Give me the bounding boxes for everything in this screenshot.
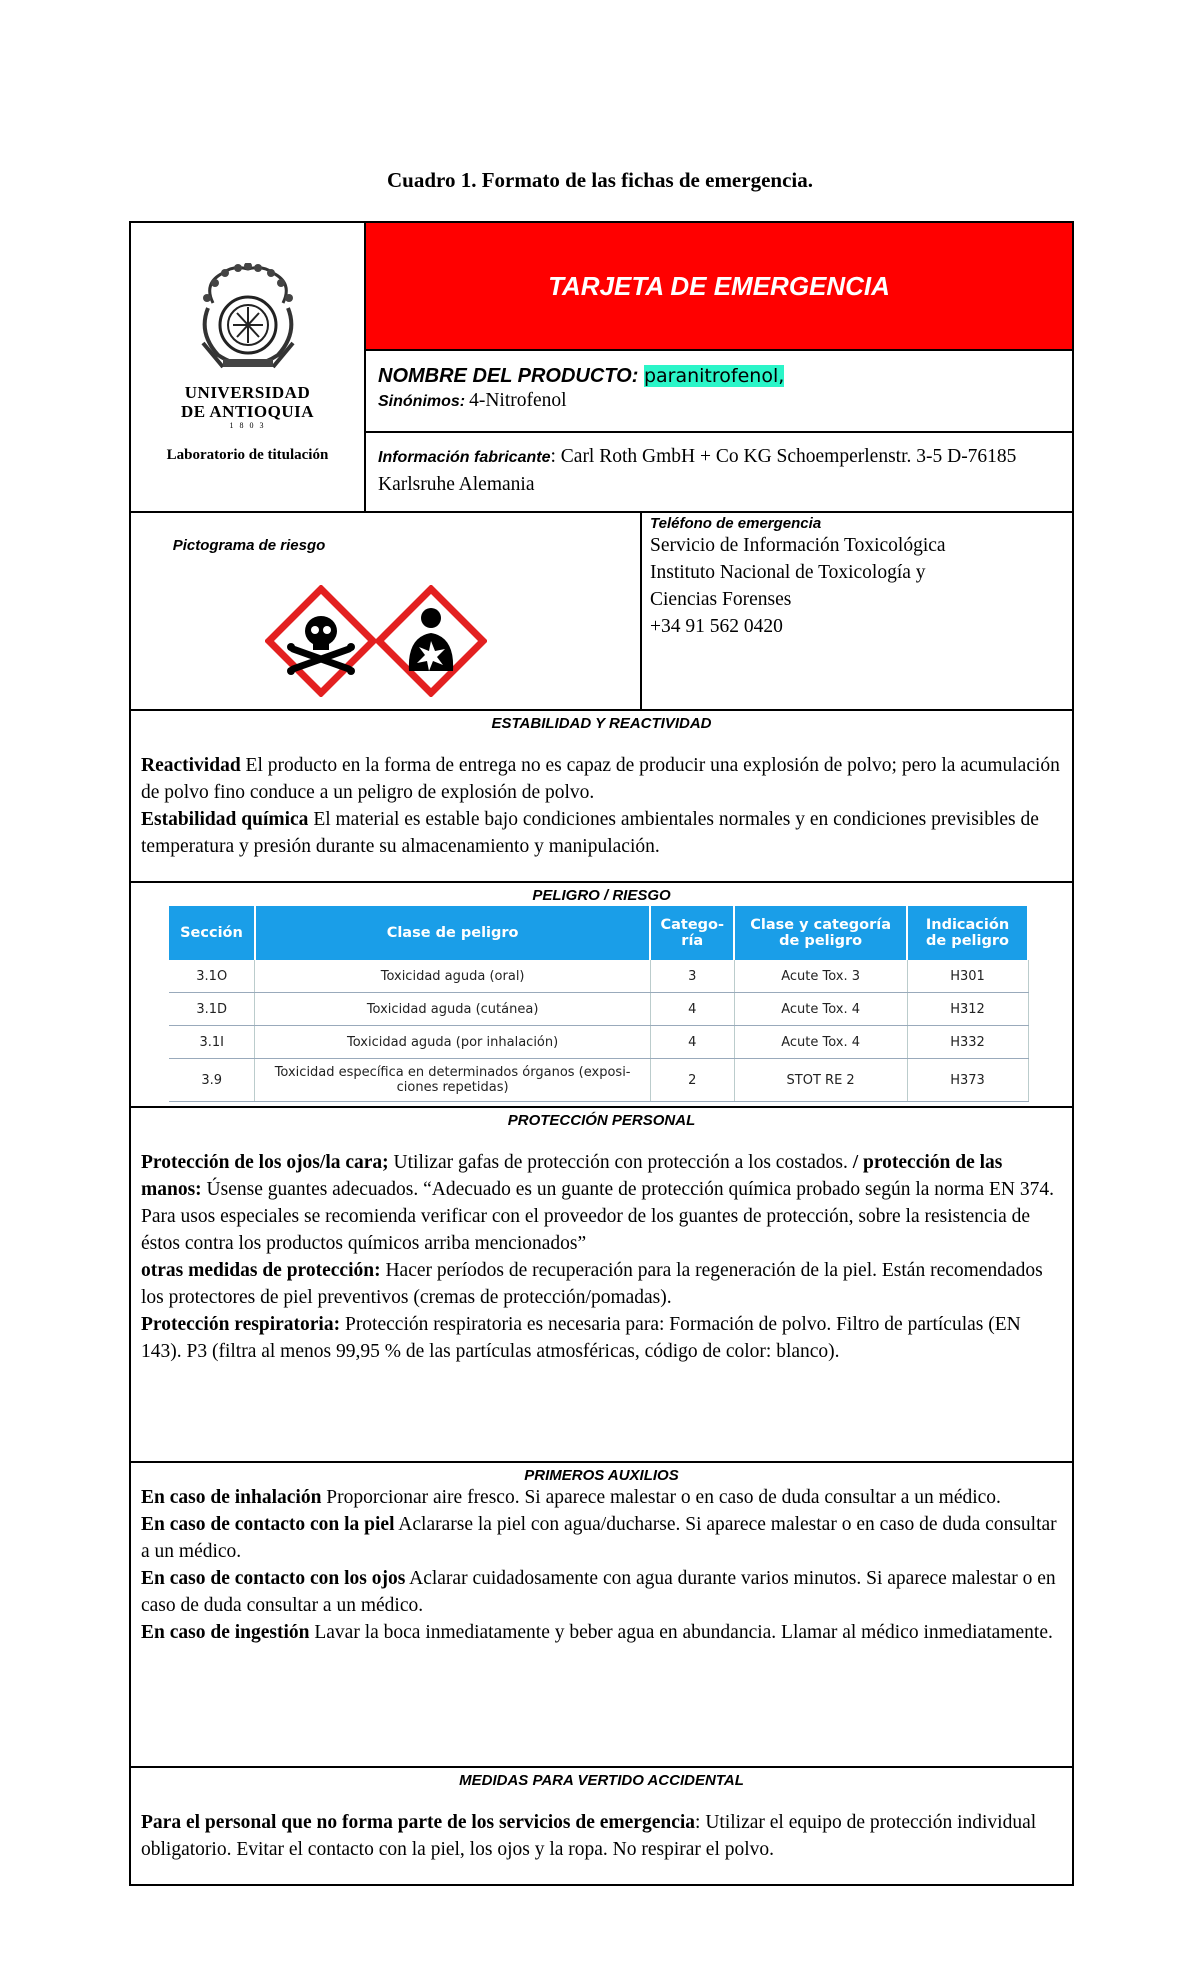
first-aid-text: Aclarar cuidadosamente con agua durante varios minutos. Si aparece malestar o en caso de duda consultar a un médico.: [141, 1568, 1056, 1616]
spill-text: : Utilizar el equipo de protección individual obligatorio. Evitar el contacto con la piel, los ojos y la ropa. No respirar el polvo.: [141, 1812, 1037, 1860]
phone-label: Teléfono de emergencia: [650, 515, 822, 532]
stability-title: ESTABILIDAD Y REACTIVIDAD: [491, 715, 712, 732]
column-header: Indicación de peligro: [907, 906, 1028, 960]
spill-section: [131, 1768, 1072, 1886]
table-cell: H332: [907, 1026, 1028, 1059]
respiratory-protection-label: Protección respiratoria:: [141, 1314, 341, 1335]
product-name: paranitrofenol,: [643, 365, 785, 387]
table-cell: 2: [650, 1059, 734, 1102]
column-header: Clase de peligro: [255, 906, 650, 960]
protection-title: PROTECCIÓN PERSONAL: [507, 1112, 696, 1129]
hazard-section: [131, 883, 1072, 1108]
product-label: NOMBRE DEL PRODUCTO:: [378, 365, 639, 387]
table-cell: Toxicidad específica en determinados órganos (exposi- ciones repetidas): [255, 1059, 650, 1102]
document-caption: Cuadro 1. Formato de las fichas de emergencia.: [387, 168, 813, 192]
phone-cell: [650, 513, 1072, 640]
logo-year: 1 8 0 3: [229, 421, 266, 430]
respiratory-protection-text: Protección respiratoria es necesaria para: Formación de polvo. Filtro de partículas (EN 143). P3 (filtra al menos 99,95 % de las partículas atmosféricas, código de color: blanco).: [141, 1314, 1021, 1362]
other-measures-label: otras medidas de protección:: [141, 1260, 381, 1281]
pictogram-cell: [131, 513, 642, 709]
manufacturer-value: : Carl Roth GmbH + Co KG Schoemperlenstr. 3-5 D-76185 Karlsruhe Alemania: [378, 446, 1017, 495]
table-cell: 4: [650, 993, 734, 1026]
eye-protection-text: Utilizar gafas de protección con protección a los costados.: [388, 1152, 853, 1173]
lab-label: Laboratorio de titulación: [166, 447, 329, 463]
first-aid-section: [131, 1463, 1072, 1768]
other-measures-text: Hacer períodos de recuperación para la regeneración de la piel. Están recomendados los protectores de piel preventivos (cremas de protección/pomadas).: [141, 1260, 1043, 1308]
table-cell: H301: [907, 960, 1028, 993]
synonyms-label: Sinónimos:: [378, 393, 466, 410]
table-row: [169, 960, 1028, 993]
stability-section: [131, 711, 1072, 883]
table-cell: Toxicidad aguda (oral): [255, 960, 650, 993]
card-title: TARJETA DE EMERGENCIA: [366, 223, 1072, 351]
first-aid-label: En caso de contacto con los ojos: [141, 1568, 406, 1589]
university-crest-icon: [193, 263, 303, 375]
logo-cell: [131, 223, 366, 511]
product-cell: [366, 351, 1072, 433]
skull-crossbones-icon: [265, 585, 377, 697]
chemical-stability-text: El material es estable bajo condiciones ambientales normales y en condiciones previsibles de temperatura y presión durante su almacenamiento y manipulación.: [141, 809, 1039, 857]
table-cell: H312: [907, 993, 1028, 1026]
column-header: Sección: [169, 906, 255, 960]
first-aid-label: En caso de contacto con la piel: [141, 1514, 395, 1535]
table-row: [169, 993, 1028, 1026]
phone-number: +34 91 562 0420: [650, 616, 783, 637]
hand-protection-text: Úsense guantes adecuados. “Adecuado es un guante de protección química probado según la norma EN 374. Para usos especiales se recomienda verificar con el proveedor de los guantes de protección, sobre la resistencia de éstos contra los productos químicos arriba mencionados”: [141, 1179, 1054, 1254]
first-aid-text: Lavar la boca inmediatamente y beber agua en abundancia. Llamar al médico inmediatamente.: [309, 1622, 1053, 1643]
header-row: [131, 223, 1072, 513]
manufacturer-cell: [366, 433, 1072, 511]
hazard-table: [169, 906, 1029, 1102]
table-cell: Toxicidad aguda (cutánea): [255, 993, 650, 1026]
column-header: Catego- ría: [650, 906, 734, 960]
logo-text-line2: DE ANTIOQUIA: [180, 402, 315, 421]
first-aid-title: PRIMEROS AUXILIOS: [524, 1467, 679, 1484]
table-cell: Acute Tox. 3: [734, 960, 907, 993]
table-cell: 4: [650, 1026, 734, 1059]
hand-protection-label: / protección de las manos:: [141, 1152, 1003, 1200]
table-cell: STOT RE 2: [734, 1059, 907, 1102]
spill-title: MEDIDAS PARA VERTIDO ACCIDENTAL: [459, 1772, 744, 1789]
spill-label: Para el personal que no forma parte de los servicios de emergencia: [141, 1812, 696, 1833]
reactivity-label: Reactividad: [141, 755, 241, 776]
first-aid-text: Proporcionar aire fresco. Si aparece malestar o en caso de duda consultar a un médico.: [321, 1487, 1001, 1508]
phone-line: Instituto Nacional de Toxicología y: [650, 562, 926, 583]
table-cell: 3.1D: [169, 993, 255, 1026]
table-cell: Acute Tox. 4: [734, 1026, 907, 1059]
table-cell: H373: [907, 1059, 1028, 1102]
reactivity-text: El producto en la forma de entrega no es capaz de producir una explosión de polvo; pero la acumulación de polvo fino conduce a un peligro de explosión de polvo.: [141, 755, 1060, 803]
phone-line: Servicio de Información Toxicológica: [650, 535, 946, 556]
manufacturer-label: Información fabricante: [378, 449, 551, 466]
synonyms-value: 4-Nitrofenol: [469, 390, 567, 411]
pictogram-row: [131, 513, 1072, 711]
first-aid-label: En caso de inhalación: [141, 1487, 322, 1508]
table-cell: 3.9: [169, 1059, 255, 1102]
table-row: [169, 1059, 1028, 1102]
health-hazard-icon: [375, 585, 487, 697]
eye-protection-label: Protección de los ojos/la cara;: [141, 1152, 389, 1173]
table-cell: 3: [650, 960, 734, 993]
hazard-title: PELIGRO / RIESGO: [532, 887, 671, 904]
pictogram-label: Pictograma de riesgo: [172, 537, 326, 554]
table-cell: 3.1I: [169, 1026, 255, 1059]
table-cell: Acute Tox. 4: [734, 993, 907, 1026]
protection-section: [131, 1108, 1072, 1463]
emergency-card: [129, 221, 1074, 1886]
first-aid-label: En caso de ingestión: [141, 1622, 310, 1643]
table-header-row: [169, 906, 1028, 960]
logo-text-line1: UNIVERSIDAD: [184, 383, 311, 402]
column-header: Clase y categoría de peligro: [734, 906, 907, 960]
phone-line: Ciencias Forenses: [650, 589, 792, 610]
table-cell: 3.1O: [169, 960, 255, 993]
table-cell: Toxicidad aguda (por inhalación): [255, 1026, 650, 1059]
chemical-stability-label: Estabilidad química: [141, 809, 309, 830]
first-aid-text: Aclararse la piel con agua/ducharse. Si aparece malestar o en caso de duda consultar a un médico.: [141, 1514, 1057, 1562]
table-row: [169, 1026, 1028, 1059]
